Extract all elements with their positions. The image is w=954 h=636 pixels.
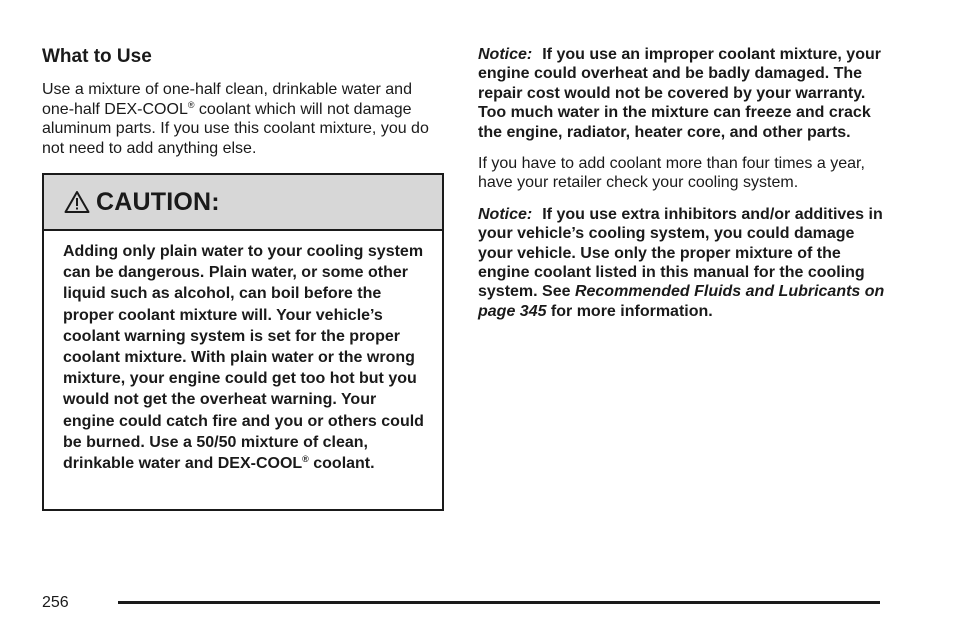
notice-text: If you use extra inhibitors and/or additives in your vehicle’s cooling system, you could damage your vehicle. Use only the proper mixture of the engine coolant listed in this manual for the cooling system. See [478,205,883,301]
page-number: 256 [42,594,69,611]
caution-box [42,173,444,511]
footer-rule [118,601,880,604]
left-column [42,44,446,158]
notice-text-end: for more information. [546,302,713,320]
notice-text: If you use an improper coolant mixture, your engine could overheat and be badly damaged. The repair cost would not be covered by your warranty. Too much water in the mixture can freeze and crack the engine, radiator, heater core, and other parts. [478,46,881,141]
caution-title: CAUTION: [96,187,220,216]
paragraph-text-1: Use a mixture of one-half clean, drinkable water and one-half DEX-COOL [42,81,412,118]
notice-label: Notice: [478,205,533,223]
add-coolant-paragraph: If you have to add coolant more than four times a year, have your retailer check your cooling system. [478,155,865,192]
right-column [478,45,888,333]
notice-overheat [478,45,888,142]
paragraph-text-2: coolant which will not damage aluminum parts. If you use this coolant mixture, you do not need to add anything else. [42,100,429,157]
registered-mark: ® [187,99,195,110]
registered-mark: ® [302,454,309,465]
caution-header [44,175,442,231]
what-to-use-paragraph [42,80,446,158]
caution-text-2: coolant. [308,455,375,473]
caution-body [44,231,442,474]
cross-reference-link[interactable]: Recommended Fluids and Lubricants on page 345 [478,283,885,320]
warning-triangle-icon [64,190,90,214]
notice-label: Notice: [478,46,533,63]
caution-text-1: Adding only plain water to your cooling system can be dangerous. Plain water, or some other liquid such as alcohol, can boil before the proper coolant mixture will. Your vehicle’s coolant warning system is set for the proper coolant mixture. With plain water or the wrong mixture, your engine could get too hot but you would not get the overheat warning. Your engine could catch fire and you or others could be burned. Use a 50/50 mixture of clean, drinkable water and DEX-COOL [63,243,424,473]
section-heading: What to Use [42,46,152,67]
notice-inhibitors [478,205,888,321]
